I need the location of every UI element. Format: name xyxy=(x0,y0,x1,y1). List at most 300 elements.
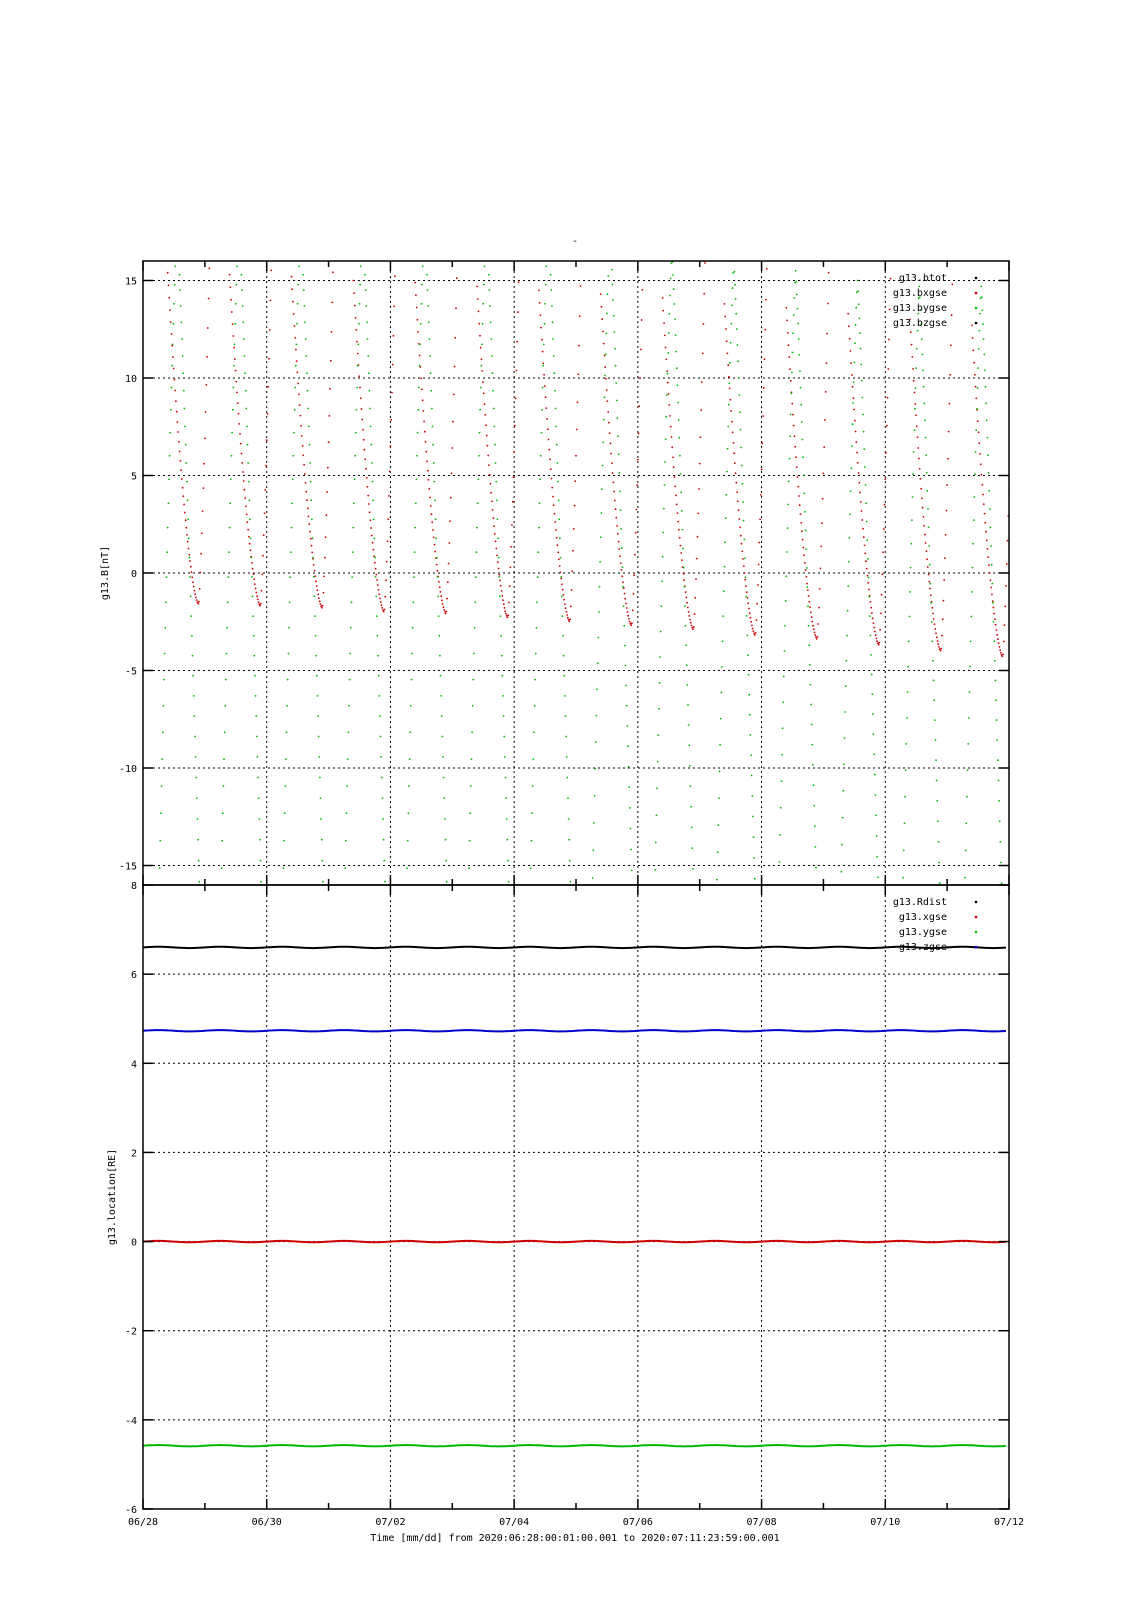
bygse-point xyxy=(163,705,165,707)
bxgse-point xyxy=(689,619,691,621)
bxgse-point xyxy=(881,573,883,575)
bygse-point xyxy=(964,877,966,879)
bygse-point xyxy=(930,602,932,604)
bygse-point xyxy=(922,354,924,356)
top-legend-marker xyxy=(975,307,978,310)
bygse-point xyxy=(904,823,906,825)
bygse-point xyxy=(904,796,906,798)
bygse-point xyxy=(1000,862,1002,864)
bygse-point xyxy=(668,332,670,334)
bxgse-point xyxy=(574,480,576,482)
bxgse-point xyxy=(498,574,500,576)
bygse-point xyxy=(304,305,306,307)
bxgse-point xyxy=(937,640,939,642)
bxgse-point xyxy=(1006,563,1008,565)
bygse-point xyxy=(857,280,859,282)
bygse-point xyxy=(622,566,624,568)
bxgse-point xyxy=(293,313,295,315)
bxgse-point xyxy=(268,358,270,360)
bygse-point xyxy=(618,454,620,456)
bxgse-point xyxy=(167,272,169,274)
bygse-point xyxy=(674,303,676,305)
bxgse-point xyxy=(371,535,373,537)
bxgse-point xyxy=(817,623,819,625)
bxgse-point xyxy=(375,574,377,576)
bygse-point xyxy=(474,627,476,629)
bygse-point xyxy=(478,455,480,457)
bxgse-point xyxy=(850,350,852,352)
bygse-point xyxy=(557,481,559,483)
bxgse-point xyxy=(635,532,637,534)
bxgse-point xyxy=(299,404,301,406)
bxgse-point xyxy=(978,442,980,444)
bygse-point xyxy=(260,860,262,862)
bygse-point xyxy=(562,615,564,617)
bxgse-point xyxy=(575,455,577,457)
bygse-point xyxy=(376,615,378,617)
bxgse-point xyxy=(750,621,752,623)
bygse-point xyxy=(686,664,688,666)
bygse-point xyxy=(865,502,867,504)
bygse-point xyxy=(925,454,927,456)
bxgse-point xyxy=(991,594,993,596)
bxgse-point xyxy=(187,541,189,543)
bxgse-point xyxy=(507,617,509,619)
bygse-point xyxy=(664,461,666,463)
bygse-point xyxy=(435,518,437,520)
bygse-point xyxy=(667,373,669,375)
g13-xgse-line xyxy=(143,1241,1006,1242)
bxgse-point xyxy=(513,451,515,453)
bygse-point xyxy=(936,800,938,802)
bygse-point xyxy=(873,733,875,735)
bxgse-point xyxy=(175,400,177,402)
bygse-point xyxy=(994,660,996,662)
bxgse-point xyxy=(936,637,938,639)
top-y-axis-label: g13.B[nT] xyxy=(100,545,111,601)
bygse-point xyxy=(234,323,236,325)
bxgse-point xyxy=(998,642,1000,644)
bygse-point xyxy=(616,400,618,402)
bygse-point xyxy=(440,675,442,677)
bygse-point xyxy=(542,387,544,389)
bygse-point xyxy=(315,655,317,657)
bxgse-point xyxy=(729,388,731,390)
bygse-point xyxy=(800,387,802,389)
bxgse-point xyxy=(547,428,549,430)
bxgse-point xyxy=(483,392,485,394)
bxgse-point xyxy=(753,630,755,632)
bygse-point xyxy=(358,323,360,325)
bygse-point xyxy=(312,557,314,559)
bygse-point xyxy=(433,481,435,483)
bxgse-point xyxy=(814,632,816,634)
bygse-point xyxy=(743,520,745,522)
bxgse-point xyxy=(983,503,985,505)
bygse-point xyxy=(381,777,383,779)
bygse-point xyxy=(875,794,877,796)
bxgse-point xyxy=(576,429,578,431)
bxgse-point xyxy=(979,453,981,455)
bygse-point xyxy=(922,370,924,372)
bxgse-point xyxy=(921,497,923,499)
bygse-point xyxy=(168,478,170,480)
bygse-point xyxy=(558,500,560,502)
bygse-point xyxy=(967,769,969,771)
bygse-point xyxy=(726,471,728,473)
bygse-point xyxy=(868,577,870,579)
bxgse-point xyxy=(422,399,424,401)
bxgse-point xyxy=(691,625,693,627)
bygse-point xyxy=(445,839,447,841)
bxgse-point xyxy=(378,589,380,591)
bxgse-point xyxy=(803,554,805,556)
bygse-point xyxy=(599,586,601,588)
bxgse-point xyxy=(555,529,557,531)
bxgse-point xyxy=(747,603,749,605)
bxgse-point xyxy=(925,542,927,544)
bygse-point xyxy=(409,731,411,733)
bygse-point xyxy=(431,408,433,410)
bygse-point xyxy=(182,355,184,357)
bygse-point xyxy=(659,682,661,684)
bygse-point xyxy=(682,529,684,531)
bxgse-point xyxy=(883,528,885,530)
bygse-point xyxy=(258,797,260,799)
bxgse-point xyxy=(191,571,193,573)
bygse-point xyxy=(416,455,418,457)
bxgse-point xyxy=(559,565,561,567)
x-tick-label: 07/08 xyxy=(746,1517,777,1528)
bxgse-point xyxy=(808,595,810,597)
bygse-point xyxy=(171,365,173,367)
bxgse-point xyxy=(862,528,864,530)
bxgse-point xyxy=(703,293,705,295)
bxgse-point xyxy=(504,607,506,609)
bygse-point xyxy=(468,867,470,869)
bxgse-point xyxy=(973,350,975,352)
bygse-point xyxy=(864,466,866,468)
bygse-point xyxy=(912,473,914,475)
bxgse-point xyxy=(480,347,482,349)
bxgse-point xyxy=(878,644,880,646)
bygse-point xyxy=(484,265,486,267)
bxgse-point xyxy=(744,572,746,574)
bxgse-point xyxy=(812,625,814,627)
bxgse-point xyxy=(370,519,372,521)
bxgse-point xyxy=(294,325,296,327)
bygse-point xyxy=(792,352,794,354)
bygse-point xyxy=(554,390,556,392)
bygse-point xyxy=(255,715,257,717)
bxgse-point xyxy=(864,553,866,555)
bxgse-point xyxy=(701,381,703,383)
bygse-point xyxy=(534,679,536,681)
bygse-point xyxy=(665,438,667,440)
bxgse-point xyxy=(504,610,506,612)
bygse-point xyxy=(790,392,792,394)
bygse-point xyxy=(349,679,351,681)
bxgse-point xyxy=(816,638,818,640)
bxgse-point xyxy=(867,582,869,584)
bygse-point xyxy=(505,777,507,779)
bxgse-point xyxy=(368,503,370,505)
bygse-point xyxy=(926,472,928,474)
bxgse-point xyxy=(612,472,614,474)
bxgse-point xyxy=(791,403,793,405)
bygse-point xyxy=(607,293,609,295)
bxgse-point xyxy=(513,476,515,478)
bygse-point xyxy=(688,724,690,726)
bxgse-point xyxy=(379,598,381,600)
bxgse-point xyxy=(926,558,928,560)
bxgse-point xyxy=(230,299,232,301)
bxgse-point xyxy=(323,592,325,594)
bygse-point xyxy=(563,675,565,677)
bxgse-point xyxy=(380,601,382,603)
bygse-point xyxy=(497,518,499,520)
bygse-point xyxy=(782,701,784,703)
bxgse-point xyxy=(574,505,576,507)
bygse-point xyxy=(716,879,718,881)
bygse-point xyxy=(844,737,846,739)
bygse-point xyxy=(288,627,290,629)
bygse-point xyxy=(604,396,606,398)
x-tick-label: 07/06 xyxy=(622,1517,653,1528)
bygse-point xyxy=(187,518,189,520)
bygse-point xyxy=(304,321,306,323)
bxgse-point xyxy=(186,534,188,536)
bxgse-point xyxy=(270,300,272,302)
bygse-point xyxy=(349,653,351,655)
bygse-point xyxy=(190,596,192,598)
bygse-point xyxy=(195,777,197,779)
bxgse-point xyxy=(439,586,441,588)
bygse-point xyxy=(663,508,665,510)
bygse-point xyxy=(976,408,978,410)
bxgse-point xyxy=(730,410,732,412)
bxgse-point xyxy=(611,462,613,464)
bygse-point xyxy=(868,596,870,598)
bxgse-point xyxy=(540,327,542,329)
bygse-point xyxy=(544,323,546,325)
bygse-point xyxy=(606,313,608,315)
bxgse-point xyxy=(823,473,825,475)
bygse-point xyxy=(971,591,973,593)
bygse-point xyxy=(626,705,628,707)
bxgse-point xyxy=(361,419,363,421)
bygse-point xyxy=(914,429,916,431)
bygse-point xyxy=(500,615,502,617)
bxgse-point xyxy=(609,432,611,434)
bygse-point xyxy=(221,867,223,869)
bygse-point xyxy=(501,655,503,657)
bxgse-point xyxy=(861,519,863,521)
bxgse-point xyxy=(624,598,626,600)
bxgse-point xyxy=(694,613,696,615)
bygse-point xyxy=(285,758,287,760)
bygse-point xyxy=(552,338,554,340)
bygse-point xyxy=(717,851,719,853)
bygse-point xyxy=(365,305,367,307)
bygse-point xyxy=(594,768,596,770)
bygse-point xyxy=(911,519,913,521)
bxgse-point xyxy=(638,405,640,407)
bxgse-point xyxy=(999,649,1001,651)
bxgse-point xyxy=(817,636,819,638)
bxgse-point xyxy=(824,419,826,421)
bxgse-point xyxy=(932,613,934,615)
bygse-point xyxy=(931,621,933,623)
bxgse-point xyxy=(369,511,371,513)
bxgse-point xyxy=(540,314,542,316)
bxgse-point xyxy=(613,491,615,493)
bygse-point xyxy=(198,860,200,862)
bygse-point xyxy=(870,635,872,637)
bxgse-point xyxy=(982,494,984,496)
bygse-point xyxy=(377,635,379,637)
bygse-point xyxy=(811,724,813,726)
bxgse-point xyxy=(173,368,175,370)
bxgse-point xyxy=(794,446,796,448)
bygse-point xyxy=(794,297,796,299)
bxgse-point xyxy=(303,464,305,466)
bxgse-point xyxy=(297,372,299,374)
bxgse-point xyxy=(704,262,706,264)
bxgse-point xyxy=(478,323,480,325)
bxgse-point xyxy=(800,522,802,524)
bxgse-point xyxy=(556,537,558,539)
bxgse-point xyxy=(1004,606,1006,608)
bxgse-point xyxy=(700,436,702,438)
bxgse-point xyxy=(438,581,440,583)
bygse-point xyxy=(309,444,311,446)
bxgse-point xyxy=(417,331,419,333)
bxgse-point xyxy=(391,392,393,394)
top-ytick-label: 5 xyxy=(130,471,137,483)
bygse-point xyxy=(352,527,354,529)
bxgse-point xyxy=(364,449,366,451)
bygse-point xyxy=(566,777,568,779)
bxgse-point xyxy=(431,513,433,515)
bxgse-point xyxy=(911,344,913,346)
bygse-point xyxy=(407,840,409,842)
bxgse-point xyxy=(517,311,519,313)
bygse-point xyxy=(174,284,176,286)
bxgse-point xyxy=(207,327,209,329)
top-ytick-label: -10 xyxy=(118,764,137,775)
x-tick-label: 07/02 xyxy=(375,1517,406,1528)
bygse-point xyxy=(345,840,347,842)
bygse-point xyxy=(557,462,559,464)
bygse-point xyxy=(938,862,940,864)
bygse-point xyxy=(289,601,291,603)
bygse-point xyxy=(855,307,857,309)
bygse-point xyxy=(928,545,930,547)
bxgse-point xyxy=(871,612,873,614)
bxgse-point xyxy=(448,542,450,544)
bxgse-point xyxy=(178,441,180,443)
bygse-point xyxy=(532,785,534,787)
bxgse-point xyxy=(310,538,312,540)
bygse-point xyxy=(471,758,473,760)
bygse-point xyxy=(873,754,875,756)
bygse-point xyxy=(496,500,498,502)
bxgse-point xyxy=(918,458,920,460)
bygse-point xyxy=(438,635,440,637)
bxgse-point xyxy=(670,426,672,428)
bygse-point xyxy=(531,812,533,814)
bxgse-point xyxy=(550,468,552,470)
bxgse-point xyxy=(260,603,262,605)
bxgse-point xyxy=(200,572,202,574)
bxgse-point xyxy=(496,555,498,557)
bxgse-point xyxy=(267,386,269,388)
bxgse-point xyxy=(618,541,620,543)
bygse-point xyxy=(902,877,904,879)
bygse-point xyxy=(354,455,356,457)
bygse-point xyxy=(792,332,794,334)
bxgse-point xyxy=(549,459,551,461)
bygse-point xyxy=(197,818,199,820)
bygse-point xyxy=(426,274,428,276)
bygse-point xyxy=(721,666,723,668)
bxgse-point xyxy=(269,329,271,331)
bygse-point xyxy=(806,586,808,588)
bxgse-point xyxy=(323,576,325,578)
bxgse-point xyxy=(633,593,635,595)
bygse-point xyxy=(469,840,471,842)
bxgse-point xyxy=(694,597,696,599)
bxgse-point xyxy=(749,612,751,614)
bxgse-point xyxy=(292,301,294,303)
bygse-point xyxy=(786,551,788,553)
bygse-point xyxy=(166,576,168,578)
bxgse-point xyxy=(308,523,310,525)
bxgse-point xyxy=(185,519,187,521)
bygse-point xyxy=(500,635,502,637)
bxgse-point xyxy=(724,303,726,305)
bxgse-point xyxy=(479,335,481,337)
bxgse-point xyxy=(454,337,456,339)
bygse-point xyxy=(679,455,681,457)
bygse-point xyxy=(743,539,745,541)
bxgse-point xyxy=(580,285,582,287)
bygse-point xyxy=(160,812,162,814)
bxgse-point xyxy=(249,543,251,545)
bxgse-point xyxy=(881,594,883,596)
bxgse-point xyxy=(819,588,821,590)
bygse-point xyxy=(479,432,481,434)
bxgse-point xyxy=(381,604,383,606)
bxgse-point xyxy=(182,487,184,489)
bygse-point xyxy=(845,660,847,662)
bxgse-point xyxy=(813,628,815,630)
bxgse-point xyxy=(631,622,633,624)
bygse-point xyxy=(983,354,985,356)
bygse-point xyxy=(242,305,244,307)
bxgse-point xyxy=(681,559,683,561)
bxgse-point xyxy=(738,509,740,511)
bygse-point xyxy=(286,731,288,733)
bygse-point xyxy=(603,419,605,421)
bygse-point xyxy=(604,375,606,377)
bxgse-point xyxy=(733,442,735,444)
bygse-point xyxy=(172,323,174,325)
bygse-point xyxy=(419,365,421,367)
bxgse-point xyxy=(600,293,602,295)
bygse-point xyxy=(378,675,380,677)
